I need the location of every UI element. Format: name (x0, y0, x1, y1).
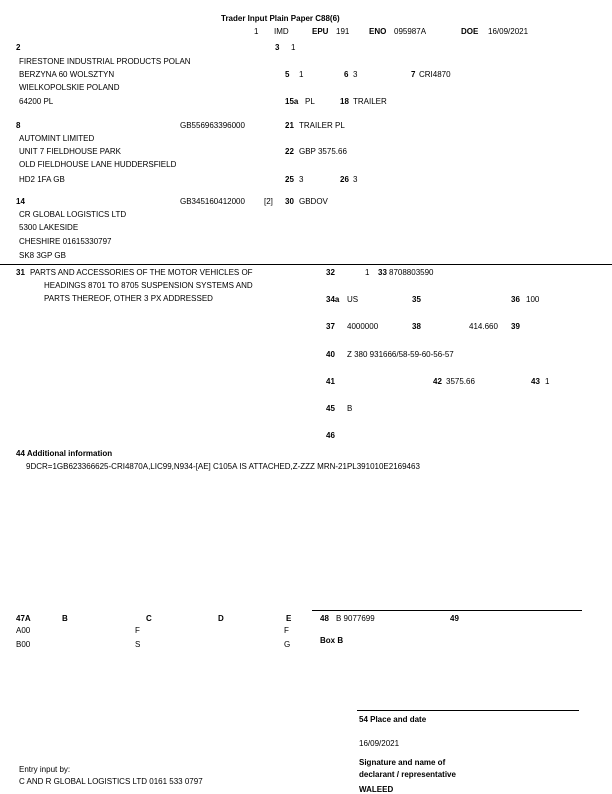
box30-value: GBDOV (299, 197, 328, 206)
box14-number: 14 (16, 197, 25, 206)
box5-value: 1 (299, 70, 304, 79)
entry-input-text: C AND R GLOBAL LOGISTICS LTD 0161 533 0797 (19, 777, 203, 786)
doe-value: 16/09/2021 (488, 27, 529, 36)
box47-cell: B00 (16, 640, 31, 649)
box3-number: 3 (275, 43, 280, 52)
box43-value: 1 (545, 377, 550, 386)
box14-eori: GB345160412000 (180, 197, 245, 206)
form-title: Trader Input Plain Paper C88(6) (221, 14, 340, 23)
box22-value: GBP 3575.66 (299, 147, 347, 156)
box30-number: 30 (285, 197, 294, 206)
box2-number: 2 (16, 43, 21, 52)
box47-header: D (218, 614, 224, 623)
form-copy-number: 1 (254, 27, 259, 36)
boxB-label: Box B (320, 636, 344, 645)
box33-number: 33 (378, 268, 387, 277)
box40-value: Z 380 931666/58-59-60-56-57 (347, 350, 454, 359)
box47-header: B (62, 614, 68, 623)
box2-line: 64200 PL (19, 97, 54, 106)
box54-label: 54 Place and date (359, 715, 427, 724)
box18-value: TRAILER (353, 97, 387, 106)
box33-value: 8708803590 (389, 268, 434, 277)
imd-label: IMD (274, 27, 289, 36)
box54-signature-label: declarant / representative (359, 770, 456, 779)
box21-value: TRAILER PL (299, 121, 345, 130)
box7-value: CRI4870 (419, 70, 451, 79)
box14-code: [2] (264, 197, 273, 206)
box38-value: 414.660 (469, 322, 498, 331)
box8-eori: GB556963396000 (180, 121, 245, 130)
box54-divider (357, 710, 579, 711)
box3-value: 1 (291, 43, 296, 52)
box36-number: 36 (511, 295, 520, 304)
box7-number: 7 (411, 70, 416, 79)
box37-number: 37 (326, 322, 335, 331)
box48-divider (312, 610, 582, 611)
box14-line: 5300 LAKESIDE (19, 223, 79, 232)
box25-value: 3 (299, 175, 304, 184)
box14-line: CR GLOBAL LOGISTICS LTD (19, 210, 127, 219)
box49-number: 49 (450, 614, 459, 623)
box35-number: 35 (412, 295, 421, 304)
box14-line: CHESHIRE 01615330797 (19, 237, 112, 246)
epu-label: EPU (312, 27, 329, 36)
box18-number: 18 (340, 97, 349, 106)
box41-number: 41 (326, 377, 335, 386)
box47-header: C (146, 614, 152, 623)
box47-header: E (286, 614, 292, 623)
box48-number: 48 (320, 614, 329, 623)
section-divider (0, 264, 612, 265)
box31-number: 31 (16, 268, 25, 277)
box44-label: 44 Additional information (16, 449, 113, 458)
box21-number: 21 (285, 121, 294, 130)
box15a-value: PL (305, 97, 315, 106)
declarant-name: WALEED (359, 785, 394, 794)
box8-line: HD2 1FA GB (19, 175, 65, 184)
box26-value: 3 (353, 175, 358, 184)
box42-number: 42 (433, 377, 442, 386)
doe-label: DOE (461, 27, 479, 36)
box2-line: WIELKOPOLSKIE POLAND (19, 83, 120, 92)
entry-input-label: Entry input by: (19, 765, 71, 774)
box42-value: 3575.66 (446, 377, 475, 386)
box5-number: 5 (285, 70, 290, 79)
box8-number: 8 (16, 121, 21, 130)
box26-number: 26 (340, 175, 349, 184)
box6-value: 3 (353, 70, 358, 79)
box32-value: 1 (365, 268, 370, 277)
box8-line: AUTOMINT LIMITED (19, 134, 95, 143)
box47-cell: F (284, 626, 289, 635)
box6-number: 6 (344, 70, 349, 79)
box34a-value: US (347, 295, 359, 304)
epu-value: 191 (336, 27, 350, 36)
box31-line: PARTS AND ACCESSORIES OF THE MOTOR VEHICLES OF (30, 268, 253, 277)
box15a-number: 15a (285, 97, 299, 106)
box43-number: 43 (531, 377, 540, 386)
box54-date: 16/09/2021 (359, 739, 400, 748)
box54-signature-label: Signature and name of (359, 758, 446, 767)
box2-line: BERZYNA 60 WOLSZTYN (19, 70, 115, 79)
box47-cell: F (135, 626, 140, 635)
box47-cell: S (135, 640, 141, 649)
box45-number: 45 (326, 404, 335, 413)
box45-value: B (347, 404, 353, 413)
box34a-number: 34a (326, 295, 340, 304)
box37-value: 4000000 (347, 322, 379, 331)
box14-line: SK8 3GP GB (19, 251, 66, 260)
box8-line: OLD FIELDHOUSE LANE HUDDERSFIELD (19, 160, 177, 169)
box32-number: 32 (326, 268, 335, 277)
box47-header: 47A (16, 614, 31, 623)
box39-number: 39 (511, 322, 520, 331)
box38-number: 38 (412, 322, 421, 331)
box40-number: 40 (326, 350, 335, 359)
box31-line: PARTS THEREOF, OTHER 3 PX ADDRESSED (44, 294, 213, 303)
box47-cell: A00 (16, 626, 31, 635)
box22-number: 22 (285, 147, 294, 156)
box31-line: HEADINGS 8701 TO 8705 SUSPENSION SYSTEMS AND (44, 281, 253, 290)
box36-value: 100 (526, 295, 540, 304)
eno-label: ENO (369, 27, 387, 36)
box48-value: B 9077699 (336, 614, 375, 623)
box2-line: FIRESTONE INDUSTRIAL PRODUCTS POLAN (19, 57, 191, 66)
box25-number: 25 (285, 175, 294, 184)
box44-text: 9DCR=1GB623366625-CRI4870A,LIC99,N934-[AE] C105A IS ATTACHED,Z-ZZZ MRN-21PL391010E2169463 (26, 462, 420, 471)
box47-cell: G (284, 640, 291, 649)
eno-value: 095987A (394, 27, 427, 36)
box46-number: 46 (326, 431, 335, 440)
box8-line: UNIT 7 FIELDHOUSE PARK (19, 147, 121, 156)
